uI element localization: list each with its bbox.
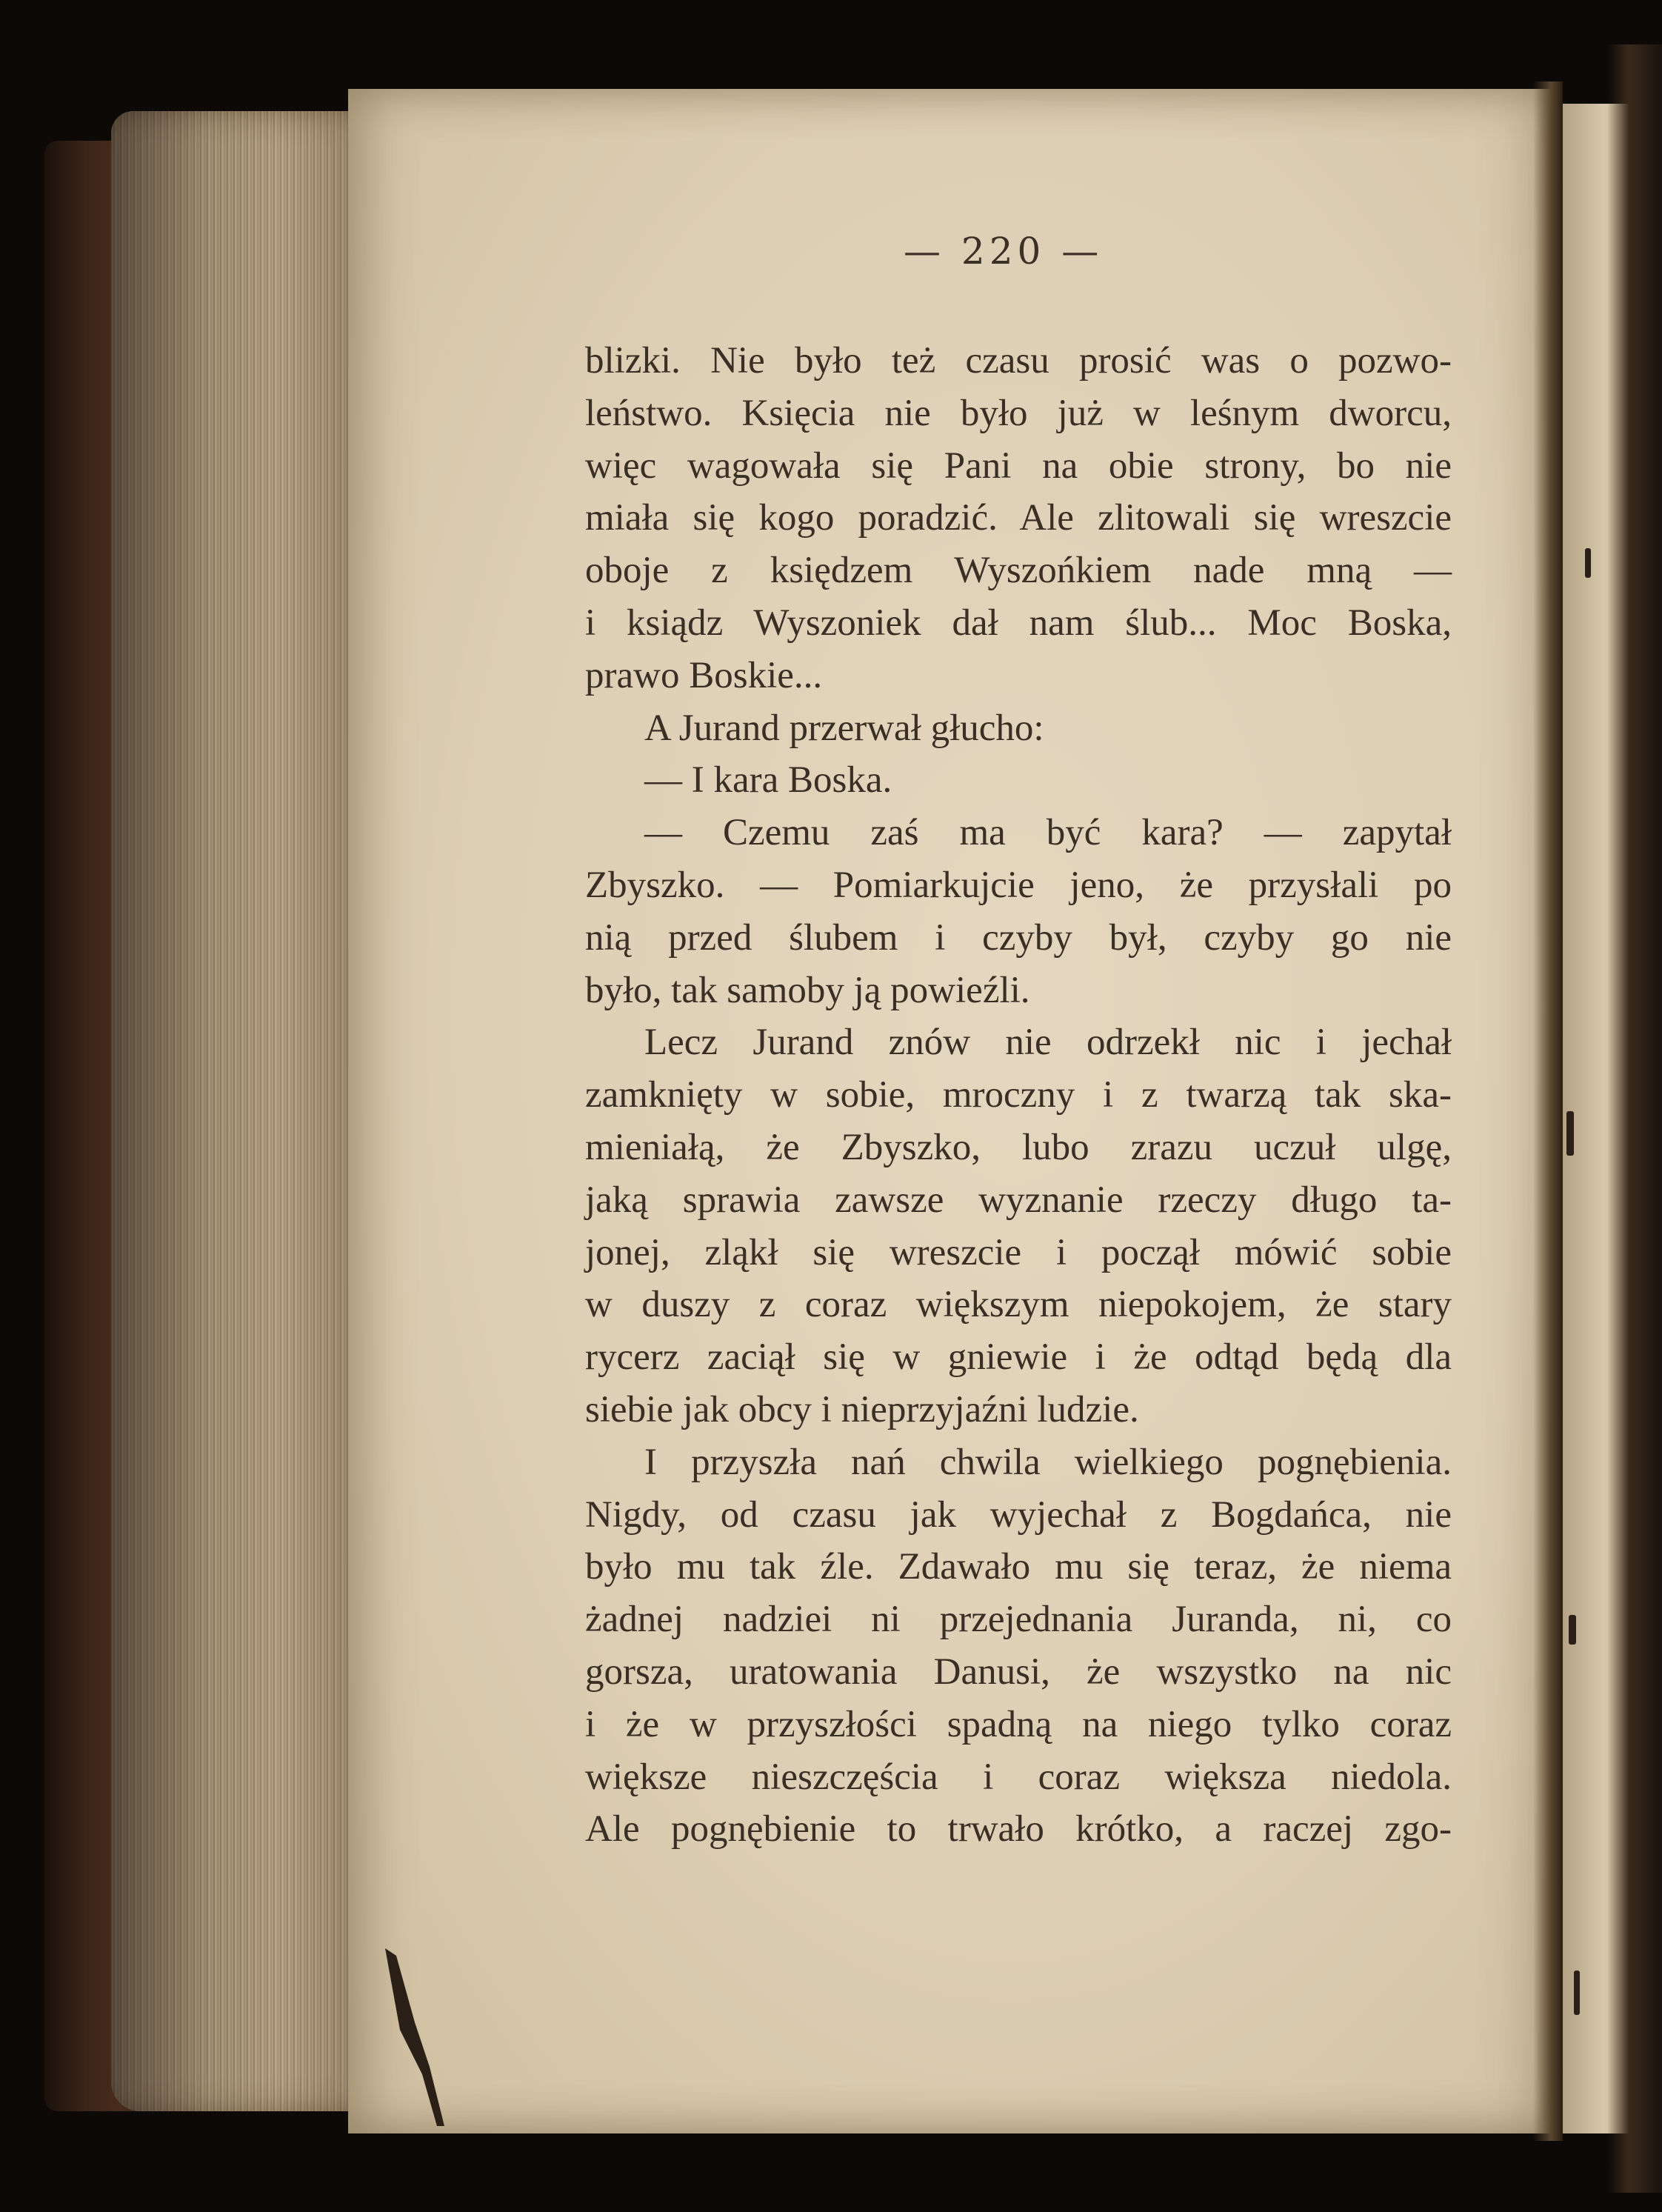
text-line: oboje z księdzem Wyszońkiem nade mną — [585, 550, 1452, 592]
text-line: mieniałą, że Zbyszko, lubo zrazu uczuł ulgę, [585, 1126, 1452, 1168]
torn-corner-mark [370, 1941, 489, 2133]
text-line: A Jurand przerwał głucho: [644, 707, 1044, 749]
facing-page-mark [1569, 1615, 1576, 1645]
text-line: leństwo. Księcia nie było już w leśnym dworcu, [585, 392, 1452, 434]
text-line: I przyszła nań chwila wielkiego pognębienia. [644, 1441, 1452, 1483]
text-line: prawo Boskie... [585, 654, 823, 696]
text-line: żadnej nadziei ni przejednania Juranda, ni, co [585, 1599, 1452, 1641]
text-line: miała się kogo poradzić. Ale zlitowali się wreszcie [585, 497, 1452, 539]
text-line: było, tak samoby ją powieźli. [585, 969, 1030, 1011]
text-line: jaką sprawia zawsze wyznanie rzeczy długo ta- [585, 1179, 1452, 1221]
text-line: rycerz zaciął się w gniewie i że odtąd będą dla [585, 1336, 1452, 1379]
page-text-block [585, 335, 1452, 1856]
text-line: i że w przyszłości spadną na niego tylko coraz [585, 1703, 1452, 1745]
text-line: Ale pognębienie to trwało krótko, a raczej zgo- [585, 1808, 1452, 1850]
facing-page-mark [1574, 1971, 1580, 2015]
text-line: Zbyszko. — Pomiarkujcie jeno, że przysłali po [585, 864, 1452, 906]
facing-page-edge [1607, 44, 1662, 2193]
facing-page-mark [1585, 548, 1591, 578]
text-line: blizki. Nie było też czasu prosić was o pozwo- [585, 340, 1452, 382]
text-line: więc wagowała się Pani na obie strony, bo nie [585, 444, 1452, 487]
text-line: i ksiądz Wyszoniek dał nam ślub... Moc Boska, [585, 602, 1452, 644]
text-line: gorsza, uratowania Danusi, że wszystko na nic [585, 1650, 1452, 1693]
page-number: — 220 — [904, 230, 1104, 273]
text-line: większe nieszczęścia i coraz większa niedola. [585, 1756, 1452, 1798]
text-line: jonej, zląkł się wreszcie i począł mówić sobie [585, 1231, 1452, 1273]
text-line: siebie jak obcy i nieprzyjaźni ludzie. [585, 1388, 1139, 1430]
text-line: — I kara Boska. [644, 759, 892, 802]
text-line: było mu tak źle. Zdawało mu się teraz, że niema [585, 1546, 1452, 1588]
text-line: Lecz Jurand znów nie odrzekł nic i jechał [644, 1022, 1452, 1064]
text-line: Nigdy, od czasu jak wyjechał z Bogdańca, nie [585, 1493, 1452, 1536]
facing-page-mark [1566, 1111, 1574, 1156]
text-line: — Czemu zaś ma być kara? — zapytał [644, 812, 1452, 854]
book-gutter [1533, 81, 1563, 2141]
text-line: zamknięty w sobie, mroczny i z twarzą tak ska- [585, 1074, 1452, 1116]
text-line: nią przed ślubem i czyby był, czyby go nie [585, 916, 1452, 959]
text-line: w duszy z coraz większym niepokojem, że stary [585, 1284, 1452, 1326]
